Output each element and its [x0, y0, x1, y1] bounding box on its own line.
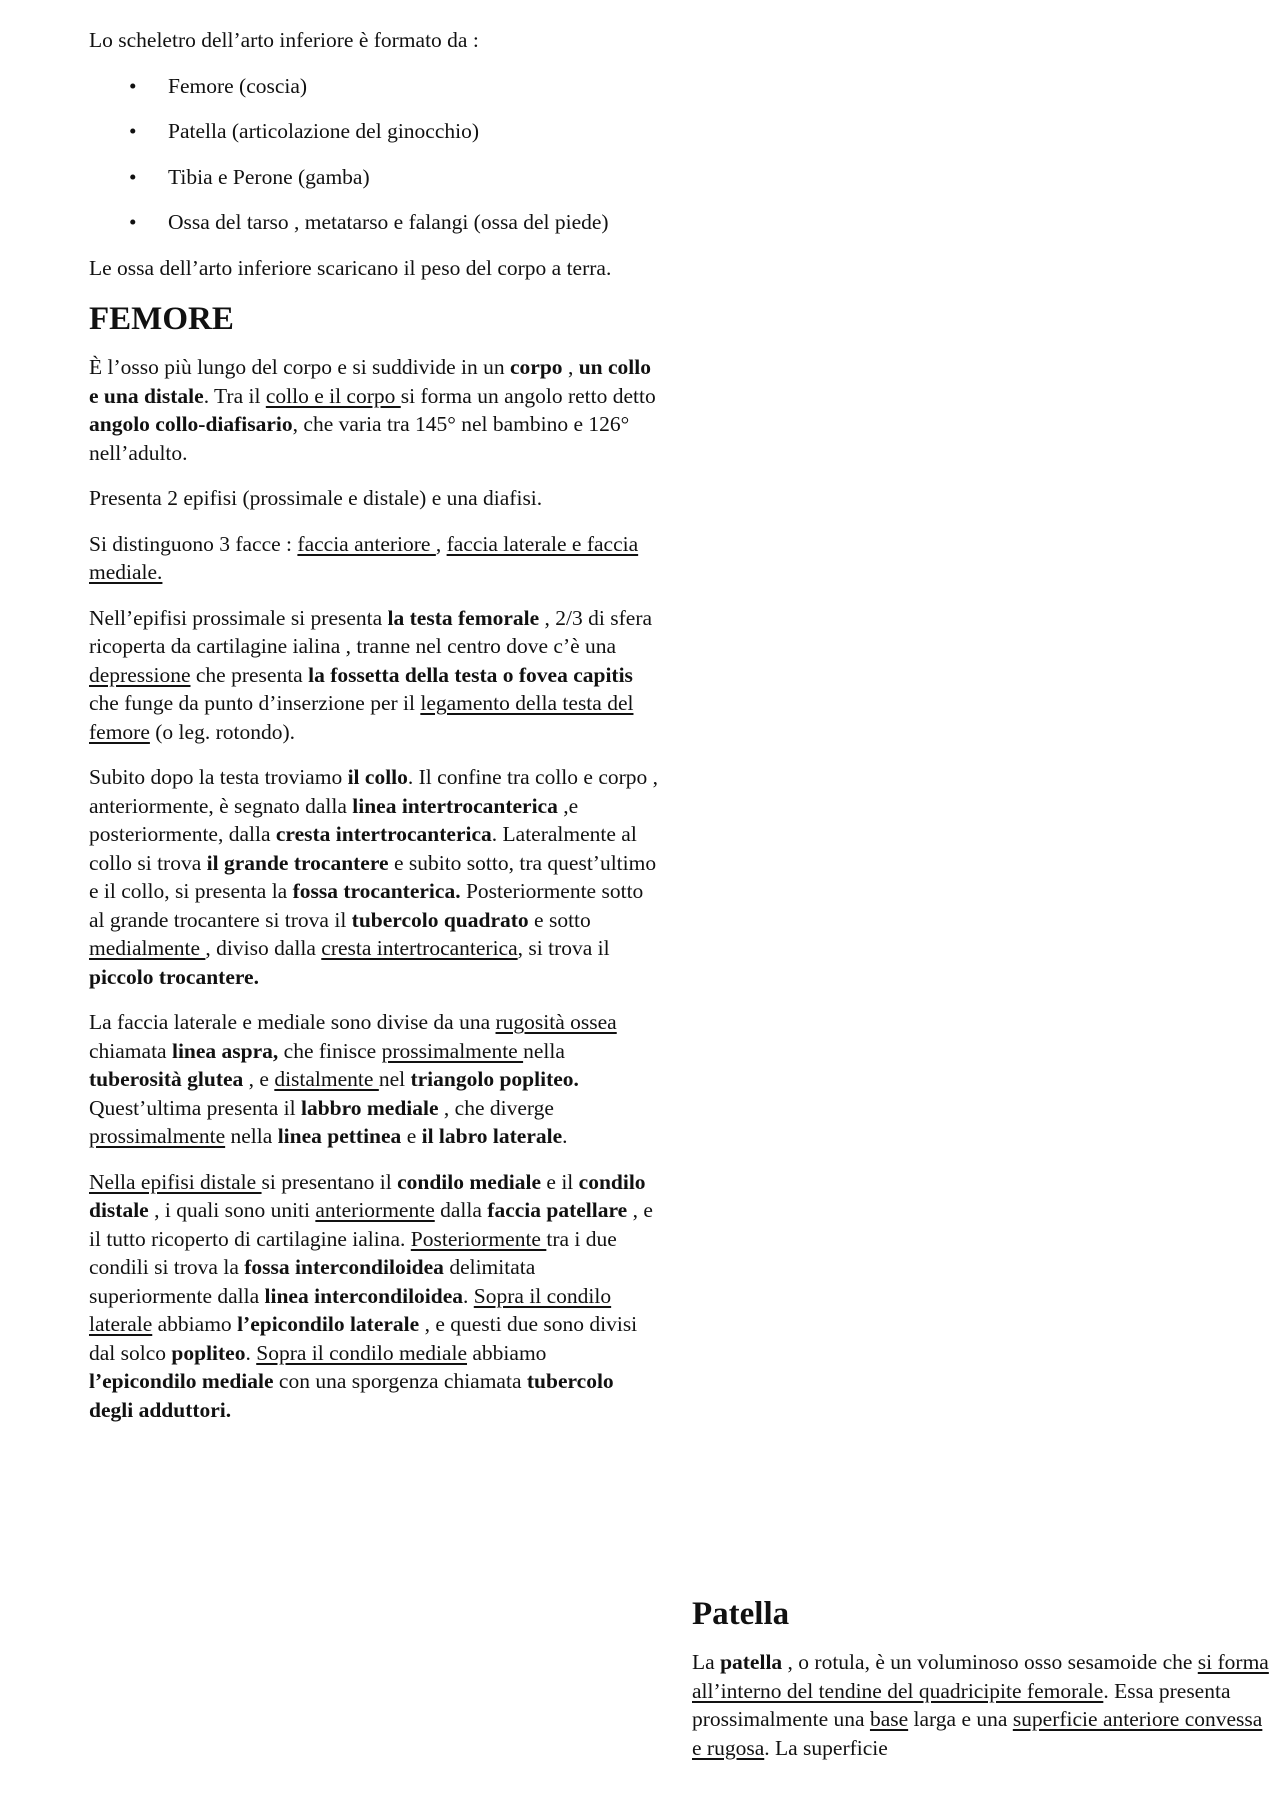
text-run: tra i due condili si trova la: [89, 1226, 617, 1279]
text-run: abbiamo: [152, 1312, 238, 1336]
text-run: e il: [541, 1169, 579, 1194]
text-run: e subito sotto, tra quest’ultimo e il collo, si presenta la: [89, 850, 657, 903]
femore-title: FEMORE: [89, 301, 234, 337]
bold-term: corpo: [510, 355, 563, 379]
text-run: , e il tutto ricoperto di cartilagine ialina.: [89, 1198, 653, 1251]
text-run: . Il confine tra collo e corpo , anteriormente, è segnato dalla: [89, 765, 659, 818]
intro-closing: Le ossa dell’arto inferiore scaricano il peso del corpo a terra.: [89, 255, 612, 280]
text-run: con una sporgenza chiamata: [273, 1369, 527, 1393]
femore-paragraph-2: Presenta 2 epifisi (prossimale e distale) e una diafisi.: [89, 486, 543, 510]
list-item: [89, 208, 659, 237]
bullet-icon: •: [129, 210, 137, 234]
underlined-text: si forma all’interno del tendine del quadricipite femorale: [692, 1650, 1269, 1703]
bold-term: condilo distale: [89, 1169, 646, 1222]
bold-term: fossa intercondiloidea: [244, 1255, 444, 1279]
femore-paragraph-5: [89, 763, 659, 991]
bullet-icon: •: [129, 73, 137, 98]
bold-term: patella: [720, 1650, 783, 1674]
text-run: . Lateralmente al collo si trova: [89, 822, 637, 875]
underlined-text: prossimalmente: [381, 1038, 524, 1063]
bold-term: la testa femorale: [387, 605, 540, 630]
text-run: , i quali sono uniti: [148, 1198, 316, 1222]
text-run: ,e posteriormente, dalla: [89, 793, 579, 846]
underlined-text: legamento della testa del femore: [89, 691, 634, 744]
bold-term: tubercolo quadrato: [351, 907, 529, 932]
list-item-text: Tibia e Perone (gamba): [168, 164, 370, 189]
list-item: [89, 163, 659, 192]
text-run: che funge da punto d’inserzione per il: [89, 691, 421, 715]
text-run: dalla: [434, 1198, 488, 1222]
underlined-text: depressione: [89, 662, 191, 687]
bold-term: linea aspra,: [171, 1038, 279, 1063]
bullet-icon: •: [129, 164, 137, 189]
text-run: e sotto: [528, 907, 591, 932]
bold-term: fossa trocanterica.: [292, 879, 461, 903]
text-run: Quest’ultima presenta il: [89, 1095, 301, 1120]
text-run: , si trova il: [517, 936, 610, 960]
bold-term: il grande trocantere: [206, 850, 389, 875]
text-run: . Essa presenta prossimalmente una: [692, 1678, 1231, 1731]
femore-paragraph-4: [89, 604, 659, 747]
left-column: [89, 26, 659, 1441]
text-run: abbiamo: [467, 1340, 547, 1365]
bold-term: linea intercondiloidea: [264, 1283, 464, 1308]
text-run: , e: [243, 1067, 275, 1091]
text-run: nel: [378, 1067, 411, 1091]
bold-term: linea pettinea: [277, 1124, 402, 1148]
underlined-text: cresta intertrocanterica: [321, 936, 518, 960]
bone-list: [89, 72, 659, 237]
femore-paragraph-7: [89, 1168, 659, 1425]
text-run: si presentano il: [261, 1169, 398, 1194]
bold-term: la fossetta della testa o fovea capitis: [308, 662, 633, 687]
text-run: ,: [435, 531, 447, 556]
bold-term: tubercolo degli adduttori.: [89, 1369, 614, 1422]
text-run: Posteriormente sotto al grande trocantere si trova il: [89, 879, 644, 932]
bold-term: l’epicondilo mediale: [89, 1369, 274, 1393]
patella-paragraph-1: [692, 1648, 1272, 1762]
underlined-text: prossimalmente: [89, 1124, 226, 1148]
right-column: [692, 1590, 1272, 1779]
text-run: Nell’epifisi prossimale si presenta: [89, 605, 388, 630]
femore-paragraph-1: [89, 353, 659, 467]
underlined-text: rugosità ossea: [495, 1010, 617, 1034]
patella-title: Patella: [692, 1596, 790, 1632]
list-item: [89, 117, 659, 146]
bold-term: labbro mediale: [300, 1095, 439, 1120]
bold-term: condilo mediale: [397, 1169, 542, 1194]
bold-term: il collo: [347, 765, 408, 789]
underlined-text: base: [869, 1707, 909, 1731]
list-item-text: Femore (coscia): [168, 73, 308, 98]
text-run: .: [245, 1340, 257, 1365]
bold-term: linea intertrocanterica: [352, 793, 558, 818]
text-run: nella: [225, 1124, 278, 1148]
text-run: Subito dopo la testa troviamo: [89, 765, 348, 789]
text-run: , e questi due sono divisi dal solco: [89, 1312, 638, 1365]
bold-term: faccia patellare: [487, 1198, 628, 1222]
underlined-text: medialmente: [89, 936, 206, 960]
text-run: .: [562, 1124, 568, 1148]
text-run: È l’osso più lungo del corpo e si suddivide in un: [89, 355, 511, 379]
text-run: delimitata superiormente dalla: [89, 1255, 536, 1308]
text-run: La: [692, 1650, 721, 1674]
text-run: . Tra il: [203, 383, 266, 408]
bullet-icon: •: [129, 119, 137, 143]
text-run: chiamata: [89, 1038, 172, 1063]
femore-paragraph-6: [89, 1008, 659, 1151]
underlined-text: distalmente: [274, 1067, 379, 1091]
bold-term: l’epicondilo laterale: [237, 1312, 420, 1336]
intro-heading: Lo scheletro dell’arto inferiore è formato da :: [89, 28, 479, 52]
bold-term: un collo e una distale: [89, 355, 651, 408]
text-run: si forma un angolo retto detto: [400, 383, 656, 408]
text-run: La faccia laterale e mediale sono divise da una: [89, 1010, 496, 1034]
underlined-text: faccia anteriore: [297, 531, 436, 556]
bold-term: triangolo popliteo.: [410, 1067, 579, 1091]
text-run: , che diverge: [438, 1095, 554, 1120]
femore-paragraph-3: [89, 530, 659, 587]
text-run: Si distinguono 3 facce :: [89, 531, 298, 556]
text-run: larga e una: [908, 1707, 1013, 1731]
list-item-text: Patella (articolazione del ginocchio): [168, 119, 480, 143]
underlined-text: Sopra il condilo mediale: [256, 1340, 468, 1365]
text-run: ,: [562, 355, 579, 379]
text-run: . La superficie: [764, 1735, 888, 1760]
bold-term: popliteo: [171, 1340, 246, 1365]
text-run: nella: [523, 1038, 565, 1063]
text-run: , che varia tra 145° nel bambino e 126° nell’adulto.: [89, 412, 630, 465]
bold-term: piccolo trocantere.: [89, 964, 259, 989]
underlined-text: Nella epifisi distale: [89, 1169, 262, 1194]
underlined-text: superficie anteriore convessa e rugosa: [692, 1707, 1263, 1760]
underlined-text: Posteriormente: [410, 1226, 547, 1251]
text-run: e: [401, 1124, 422, 1148]
text-run: , 2/3 di sfera ricoperta da cartilagine ialina , tranne nel centro dove c’è una: [89, 605, 653, 658]
bold-term: cresta intertrocanterica: [275, 822, 492, 846]
bold-term: tuberosità glutea: [89, 1067, 244, 1091]
text-run: che finisce: [278, 1038, 382, 1063]
bold-term: angolo collo-diafisario: [89, 412, 293, 436]
text-run: .: [463, 1283, 474, 1308]
text-run: (o leg. rotondo).: [149, 719, 295, 744]
underlined-text: Sopra il condilo laterale: [89, 1283, 612, 1336]
underlined-text: anteriormente: [315, 1198, 435, 1222]
text-run: , diviso dalla: [205, 936, 322, 960]
list-item-text: Ossa del tarso , metatarso e falangi (ossa del piede): [168, 210, 609, 234]
list-item: [89, 72, 659, 101]
underlined-text: collo e il corpo: [265, 383, 401, 408]
bold-term: il labro laterale: [421, 1124, 563, 1148]
underlined-text: faccia laterale e faccia mediale.: [89, 531, 639, 584]
text-run: che presenta: [190, 662, 309, 687]
text-run: , o rotula, è un voluminoso osso sesamoide che: [782, 1650, 1198, 1674]
